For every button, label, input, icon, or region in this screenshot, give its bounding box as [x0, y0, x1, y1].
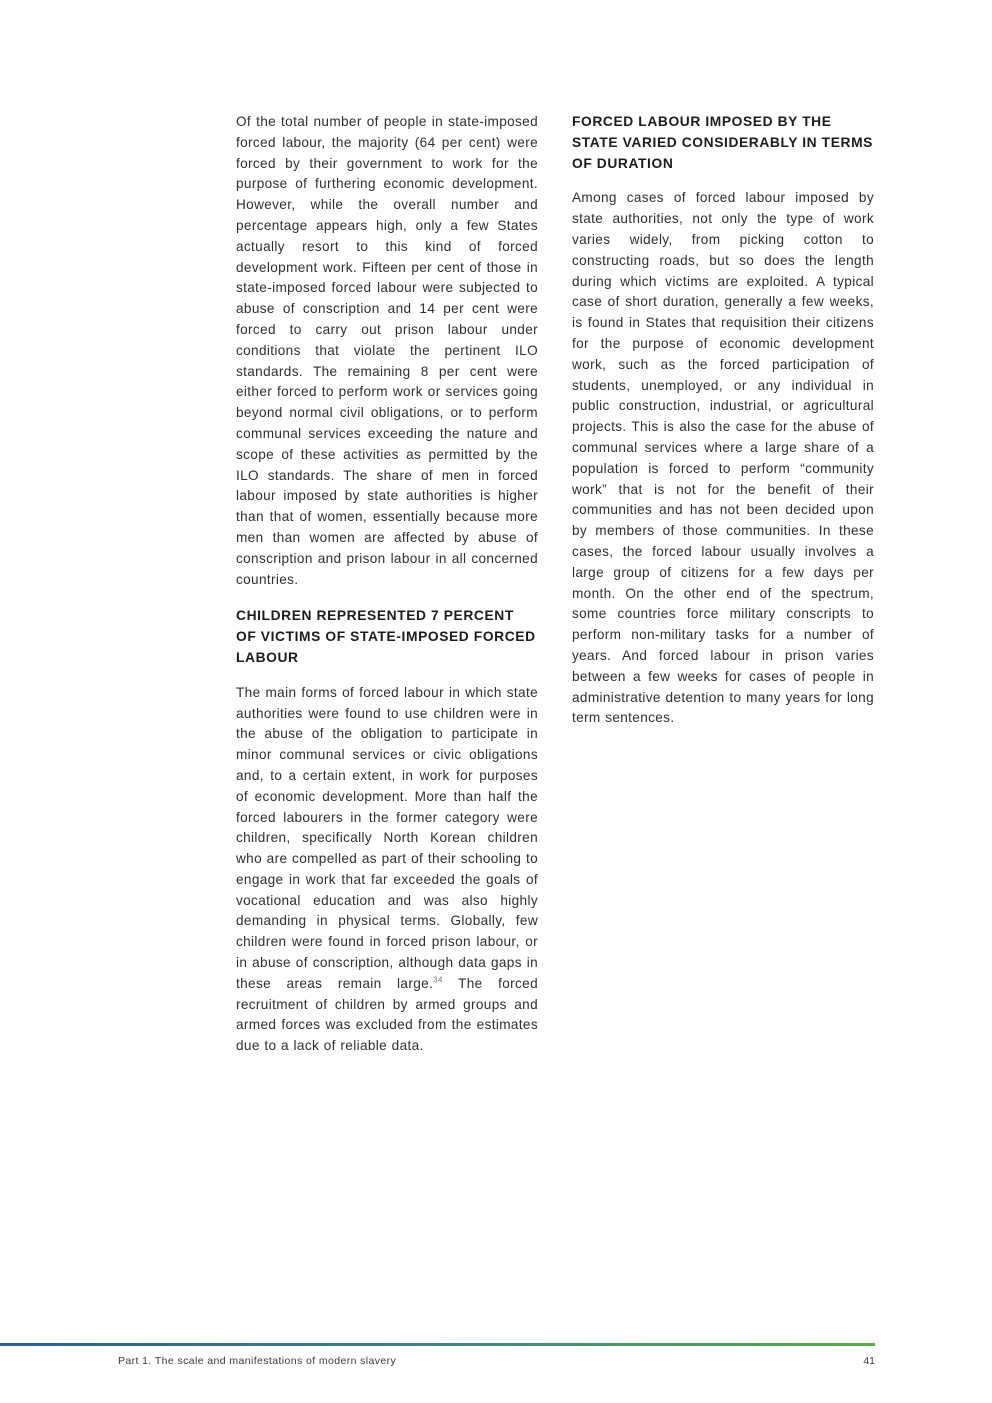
footnote-reference[interactable]: 34 [433, 975, 443, 985]
paragraph-state-imposed-share: Of the total number of people in state-imposed forced labour, the majority (64 per cent) were forced by their government to work for the purpose of furthering economic development. However, while the overall number and percentage appears high, only a few States actually resort to this kind of forced development work. Fifteen per cent of those in state-imposed forced labour were subjected to abuse of conscription and 14 per cent were forced to carry out prison labour under conditions that violate the pertinent ILO standards. The remaining 8 per cent were either forced to perform work or services going beyond normal civil obligations, or to perform communal services exceeding the nature and scope of these activities as permitted by the ILO standards. The share of men in forced labour imposed by state authorities is higher than that of women, essentially because more men than women are affected by abuse of conscription and prison labour in all concerned countries. [236, 114, 538, 587]
right-column [572, 112, 874, 743]
paragraph-text-part2: The forced recruitment of children by armed groups and armed forces was excluded from the estimates due to a lack of reliable data. [236, 975, 538, 1054]
footer-divider [0, 1343, 875, 1346]
section-heading-duration: FORCED LABOUR IMPOSED BY THE STATE VARIED CONSIDERABLY IN TERMS OF DURATION [572, 114, 873, 171]
paragraph-children-forced-labour [236, 683, 538, 1057]
paragraph-duration: Among cases of forced labour imposed by state authorities, not only the type of work varies widely, from picking cotton to constructing roads, but so does the length during which victims are exploited. A typical case of short duration, generally a few weeks, is found in States that requisition their citizens for the purpose of economic development work, such as the forced participation of students, unemployed, or any individual in public construction, industrial, or agricultural projects. This is also the case for the abuse of communal services where a large share of a population is forced to perform “community work” that is not for the benefit of their communities and has not been decided upon by members of those communities. In these cases, the forced labour usually involves a large group of citizens for a few days per month. On the other end of the spectrum, some countries force military conscripts to perform non-military tasks for a number of years. And forced labour in prison varies between a few weeks for cases of people in administrative detention to many years for long term sentences. [572, 190, 874, 726]
left-column [236, 112, 538, 1071]
page-number: 41 [863, 1355, 875, 1367]
section-heading-children: CHILDREN REPRESENTED 7 PERCENT OF VICTIMS OF STATE-IMPOSED FORCED LABOUR [236, 608, 536, 665]
paragraph-text-part1: The main forms of forced labour in which state authorities were found to use children were in the abuse of the obligation to participate in minor communal services or civic obligations and, to a certain extent, in work for purposes of economic development. More than half the forced labourers in the former category were children, specifically North Korean children who are compelled as part of their schooling to engage in work that far exceeded the goals of vocational education and was also highly demanding in physical terms. Globally, few children were found in forced prison labour, or in abuse of conscription, although data gaps in these areas remain large. [236, 684, 538, 991]
footer-section-title: Part 1. The scale and manifestations of modern slavery [118, 1355, 397, 1367]
